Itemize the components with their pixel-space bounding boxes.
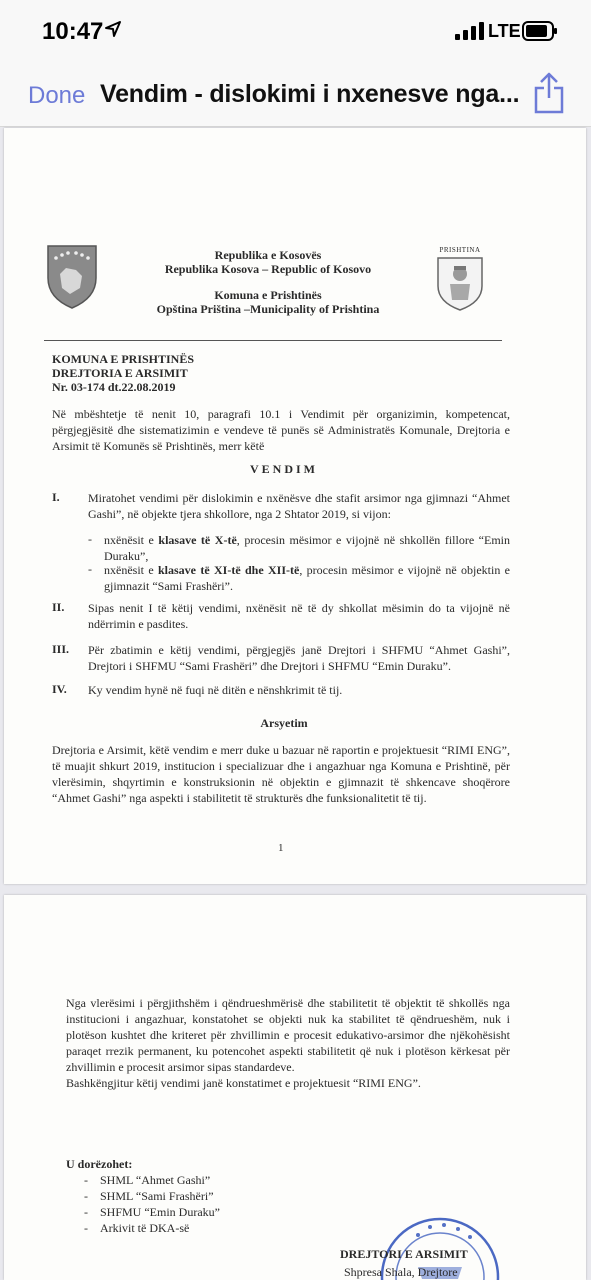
delivered-to-heading: U dorëzohet: — [66, 1157, 133, 1171]
attachment-paragraph: Bashkëngjitur këtij vendimi janë konstatimet e projektuesit “RIMI ENG”. — [66, 1076, 421, 1090]
decision-heading: VENDIM — [250, 462, 318, 476]
battery-icon — [522, 21, 558, 41]
navigation-bar — [0, 64, 591, 127]
reasoning-heading: Arsyetim — [260, 716, 308, 730]
document-title: Vendim - dislokimi i nxenesve nga... — [100, 80, 520, 108]
item-text: Për zbatimin e këtij vendimi, përgjegjës janë Drejtori i SHFMU “Ahmet Gashi”, Drejtori i SHFMU “Sami Frashëri” dhe Drejtori i SHFMU “Emin Duraku”. — [88, 643, 510, 673]
page-number: 1 — [278, 842, 284, 854]
signature-title: DREJTORI E ARSIMIT — [340, 1247, 468, 1261]
prishtina-crest-label: PRISHTINA — [439, 246, 481, 254]
recipient-item: Arkivit të DKA-së — [100, 1221, 190, 1235]
item-number: I. — [52, 490, 60, 504]
bullet-dash: - — [84, 1205, 88, 1219]
kosovo-coat-of-arms-icon — [46, 244, 98, 310]
header-municipality-multilingual: Opština Priština –Municipality of Prishtina — [156, 302, 380, 316]
issuer-reference-number: Nr. 03-174 dt.22.08.2019 — [52, 380, 176, 394]
document-page-1 — [4, 128, 586, 884]
issuer-municipality: KOMUNA E PRISHTINËS — [52, 352, 195, 366]
assessment-paragraph: Nga vlerësimi i përgjithshëm i qëndrueshmërisë dhe stabilitetit të objektit të shkollës nga institucioni i angazhuar, konstatohet se objekti nuk ka stabilitet të qëndrueshëm, nuk i plotëson kushtet dhe kriteret për zhvillimin e procesit edukativo-arsimor dhe njëkohësisht paraqet rrezik permanent, ku potencohet aspekti stabilitetit që nuk i plotëson kërkesat për zhvillimin e procesit arsimor sipas standardeve. — [66, 996, 510, 1074]
item-text: Sipas nenit I të këtij vendimi, nxënësit në të dy shkollat mësimin do ta vijojnë në ndërrimin e pasdites. — [88, 601, 510, 631]
bullet-dash: - — [88, 562, 92, 576]
bullet-dash: - — [84, 1173, 88, 1187]
share-icon[interactable] — [533, 72, 565, 114]
issuer-directorate: DREJTORIA E ARSIMIT — [52, 366, 188, 380]
status-bar — [0, 0, 591, 64]
clock: 10:47 — [42, 18, 104, 45]
header-municipality-sq: Komuna e Prishtinës — [214, 288, 322, 302]
item-text: Ky vendim hynë në fuqi në ditën e nënshkrimit të tij. — [88, 683, 343, 697]
recipient-item: SHFMU “Emin Duraku” — [100, 1205, 220, 1219]
item-number: II. — [52, 600, 65, 614]
document-page-2 — [4, 895, 586, 1280]
recipient-item: SHML “Ahmet Gashi” — [100, 1173, 211, 1187]
prishtina-coat-of-arms-icon — [436, 256, 484, 312]
sub-item-class-xi-xii: nxënësit e klasave të XI-të dhe XII-të, procesin mësimor e vijojnë në objektin e gjimnazit “Sami Frashëri”. — [104, 563, 510, 593]
intro-paragraph: Në mbështetje të nenit 10, paragrafi 10.1 i Vendimit për organizimin, kompetencat, përgjegjësitë dhe sistematizimin e vendeve të punës së Administratës Komunale, Drejtoria e Arsimit të Komunës së Prishtinës, merr këtë — [52, 407, 510, 453]
header-republic-multilingual: Republika Kosova – Republic of Kosovo — [164, 262, 372, 276]
header-divider — [44, 340, 502, 341]
location-arrow-icon — [104, 20, 122, 38]
header-republic-sq: Republika e Kosovës — [214, 248, 322, 262]
item-text: Miratohet vendimi për dislokimin e nxënësve dhe stafit arsimor nga gjimnazi “Ahmet Gashi”, në objekte tjera shkollore, nga 2 Shtator 2019, si vijon: — [88, 491, 510, 521]
sub-item-class-x: nxënësit e klasave të X-të, procesin mësimor e vijojnë në shkollën fillore “Emin Duraku”, — [104, 533, 510, 563]
bullet-dash: - — [84, 1189, 88, 1203]
reasoning-paragraph: Drejtoria e Arsimit, këtë vendim e merr duke u bazuar në raportin e projektuesit “RIMI ENG”, të muajit shkurt 2019, institucion i specializuar dhe i angazhuar nga Komuna e Prishtinë, për vlerësimin, shqyrtimin e konstruksionin në objektin e gjimnazit të shkencave shoqërore “Ahmet Gashi” nga aspekti i stabilitetit të strukturës dhe funksionalitetit të tij. — [52, 743, 510, 805]
item-number: III. — [52, 642, 70, 656]
signatory-name: Shpresa Shala, Drejtore — [344, 1265, 458, 1279]
done-button[interactable]: Done — [28, 82, 86, 109]
bullet-dash: - — [84, 1221, 88, 1235]
cellular-signal-icon — [455, 22, 485, 40]
recipient-item: SHML “Sami Frashëri” — [100, 1189, 214, 1203]
bullet-dash: - — [88, 532, 92, 546]
network-type: LTE — [488, 21, 521, 41]
item-number: IV. — [52, 682, 67, 696]
